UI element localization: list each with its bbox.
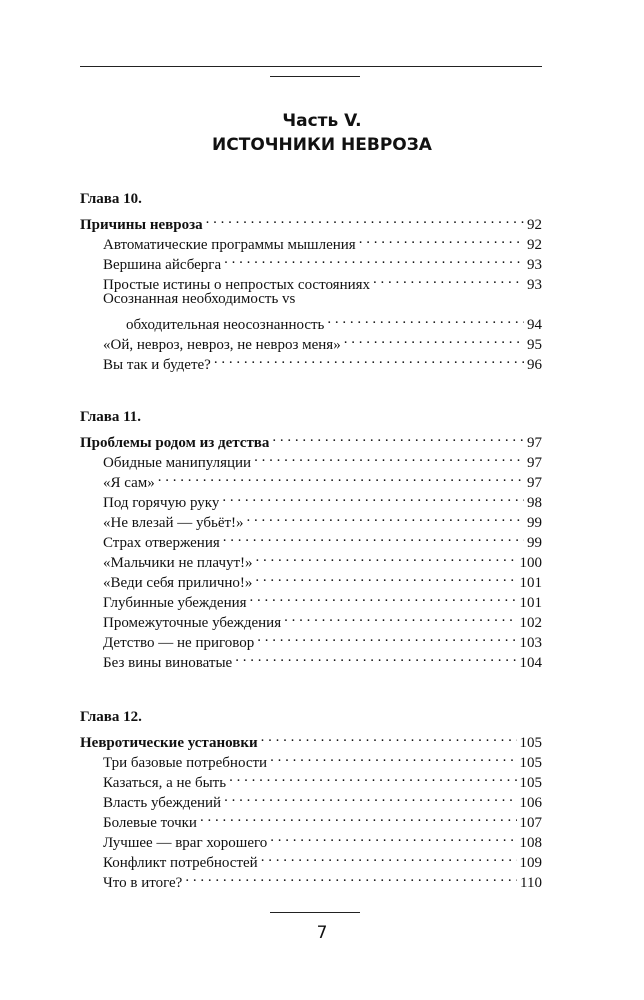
chapter-label: Глава 11. (80, 409, 142, 425)
chapter-label: Глава 10. (80, 191, 142, 207)
toc-entry-chapter-title[interactable]: Проблемы родом из детства . . . 97 (80, 427, 542, 447)
page-number: 7 (316, 923, 328, 943)
top-rule (80, 66, 542, 67)
toc-entry[interactable]: Болевые точки . . . 107 (80, 807, 542, 827)
toc-entry-continuation[interactable]: обходительная неосознанность . . . 94 (80, 309, 542, 329)
toc-entry[interactable]: Конфликт потребностей . . . 109 (80, 847, 542, 867)
toc-entry[interactable]: «Веди себя прилично!» . . . 101 (80, 567, 542, 587)
chapter-10 (80, 190, 542, 373)
toc-entry-chapter-title[interactable]: Невротические установки . . . 105 (80, 727, 542, 747)
part-label: Часть V. (282, 111, 362, 131)
toc-entry[interactable]: Под горячую руку . . . 98 (80, 487, 542, 507)
toc-entry[interactable]: Власть убеждений . . . 106 (80, 787, 542, 807)
toc-entry[interactable]: «Не влезай — убьёт!» . . . 99 (80, 507, 542, 527)
toc-entry[interactable]: Детство — не приговор . . . 103 (80, 627, 542, 647)
toc-entry[interactable]: «Я сам» . . . 97 (80, 467, 542, 487)
toc-entry[interactable]: Промежуточные убеждения . . . 102 (80, 607, 542, 627)
toc-entry[interactable]: Что в итоге? . . . 110 (80, 867, 542, 887)
toc-entry[interactable]: Три базовые потребности . . . 105 (80, 747, 542, 767)
bottom-short-rule (270, 912, 360, 913)
toc-entry[interactable]: Глубинные убеждения . . . 101 (80, 587, 542, 607)
toc-entry-chapter-title[interactable]: Причины невроза . . . 92 (80, 209, 542, 229)
toc-entry[interactable]: Автоматические программы мышления . . . 92 (80, 229, 542, 249)
toc-entry[interactable]: Лучшее — враг хорошего . . . 108 (80, 827, 542, 847)
top-short-rule (270, 76, 360, 77)
toc-entry[interactable]: Обидные манипуляции . . . 97 (80, 447, 542, 467)
chapter-label: Глава 12. (80, 709, 142, 725)
chapter-11 (80, 408, 542, 671)
toc-entry[interactable]: «Ой, невроз, невроз, не невроз меня» . . . 95 (80, 329, 542, 349)
part-title: ИСТОЧНИКИ НЕВРОЗА (212, 135, 432, 155)
toc-entry[interactable]: Вы так и будете? . . . 96 (80, 349, 542, 369)
toc-entry[interactable]: Вершина айсберга . . . 93 (80, 249, 542, 269)
toc-entry[interactable]: Казаться, а не быть . . . 105 (80, 767, 542, 787)
toc-entry[interactable]: Простые истины о непростых состояниях . . . 93 (80, 269, 542, 289)
toc-entry-first-line[interactable]: Осознанная необходимость vs (103, 291, 296, 307)
chapter-12 (80, 708, 542, 891)
toc-entry[interactable]: Страх отвержения . . . 99 (80, 527, 542, 547)
toc-entry[interactable]: «Мальчики не плачут!» . . . 100 (80, 547, 542, 567)
toc-entry[interactable]: Без вины виноватые . . . 104 (80, 647, 542, 667)
